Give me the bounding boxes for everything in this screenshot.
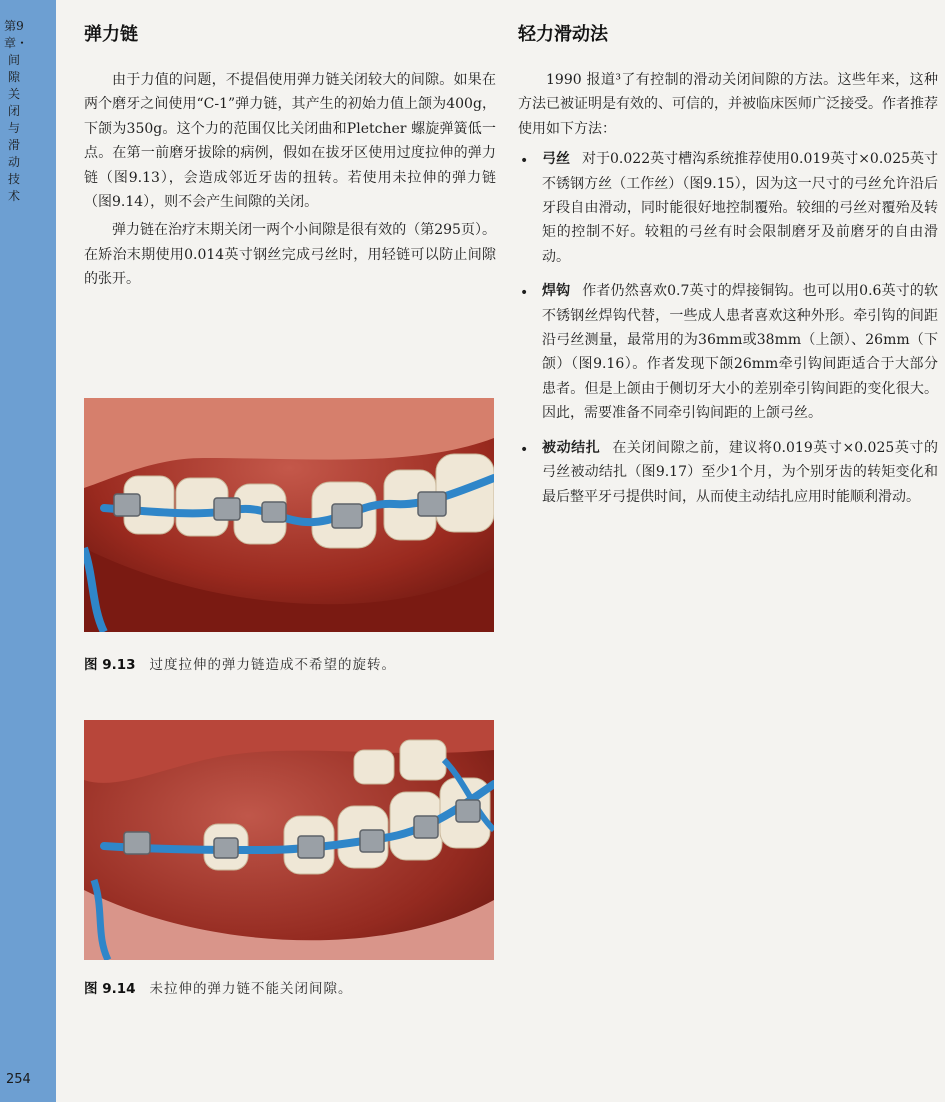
body-paragraph: 由于力值的问题，不提倡使用弹力链关闭较大的间隙。如果在两个磨牙之间使用“C-1”弹力链，其产生的初始力值上颌为400g，下颌为350g。这个力的范围仅比关闭曲和Pletcher 螺旋弹簧低一点。在第一前磨牙拔除的病例，假如在拔牙区使用过度拉伸的弹力链（图9.13），会造成邻近牙齿的扭转。若使用未拉伸的弹力链（图9.14），则不会产生间隙的关闭。 bbox=[84, 72, 496, 211]
list-item-text: 在关闭间隙之前，建议将0.019英寸×0.025英寸的弓丝被动结扎（图9.17）至少1个月，为个别牙齿的转矩变化和最后整平牙弓提供时间，从而使主动结扎应用时能顺利滑动。 bbox=[542, 439, 939, 505]
body-paragraph: 弹力链在治疗末期关闭一两个小间隙是很有效的（第295页）。在矫治末期使用0.014英寸钢丝完成弓丝时，用轻链可以防止间隙的张开。 bbox=[84, 222, 496, 288]
section-heading-light-force-sliding: 轻力滑动法 bbox=[518, 24, 608, 45]
list-item-text: 对于0.022英寸槽沟系统推荐使用0.019英寸×0.025英寸不锈钢方丝（工作丝）（图9.15），因为这一尺寸的弓丝允许沿后牙段自由滑动，同时能很好地控制覆殆。较细的弓丝对覆殆及转矩的控制不好。较粗的弓丝有时会限制磨牙及前磨牙的自由滑动。 bbox=[542, 151, 939, 265]
figure-9-14-caption bbox=[84, 977, 353, 997]
list-item bbox=[518, 279, 938, 425]
figure-number: 图 9.14 bbox=[84, 981, 136, 997]
section-heading-elastic-chain: 弹力链 bbox=[84, 24, 138, 45]
figure-caption-text: 过度拉伸的弹力链造成不希望的旋转。 bbox=[149, 657, 397, 673]
left-column bbox=[84, 20, 496, 292]
method-list bbox=[518, 147, 938, 509]
list-item bbox=[518, 147, 938, 269]
chapter-side-label: 第9章・间隙关闭与滑动技术 bbox=[4, 19, 29, 203]
bullet-marker: • bbox=[520, 285, 529, 302]
figure-9-13-photo bbox=[84, 398, 494, 632]
figure-9-14-photo bbox=[84, 720, 494, 960]
figure-caption-text: 未拉伸的弹力链不能关闭间隙。 bbox=[149, 981, 353, 997]
intro-paragraph: 1990 报道³了有控制的滑动关闭间隙的方法。这些年来，这种方法已被证明是有效的、可信的，并被临床医师广泛接受。作者推荐使用如下方法： bbox=[518, 72, 938, 137]
list-item-text: 作者仍然喜欢0.7英寸的焊接铜钩。也可以用0.6英寸的软不锈钢丝焊钩代替，一些成人患者喜欢这种外形。牵引钩的间距沿弓丝测量，最常用的为36mm或38mm（上颌）、26mm（下颌）（图9.16）。作者发现下颌26mm牵引钩间距适合于大部分患者。但是上颌由于侧切牙大小的差别牵引钩间距的变化很大。因此，需要准备不同牵引钩间距的上颌弓丝。 bbox=[542, 283, 939, 422]
list-item-term: 弓丝 bbox=[542, 151, 571, 168]
bullet-marker: • bbox=[520, 441, 529, 458]
figure-9-13-caption bbox=[84, 653, 396, 673]
list-item-term: 被动结扎 bbox=[542, 439, 601, 456]
right-column bbox=[518, 20, 938, 519]
bullet-marker: • bbox=[520, 153, 529, 170]
page-number: 254 bbox=[6, 1072, 31, 1087]
figure-number: 图 9.13 bbox=[84, 657, 136, 673]
list-item bbox=[518, 436, 938, 509]
list-item-term: 焊钩 bbox=[542, 283, 571, 300]
